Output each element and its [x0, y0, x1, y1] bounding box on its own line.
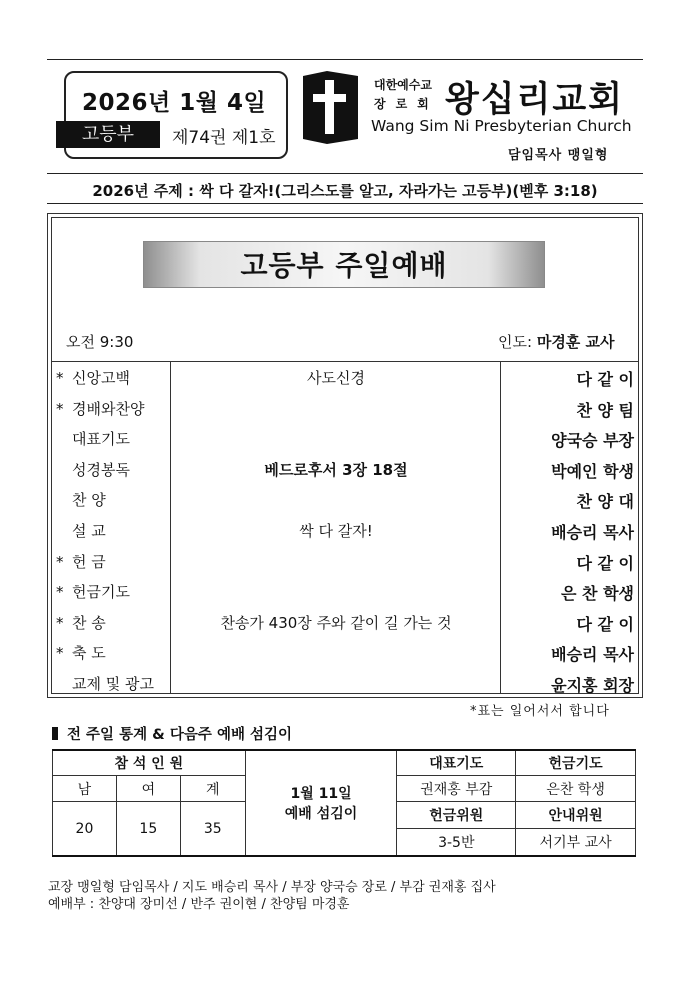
stats-bottom-rule: [52, 855, 636, 857]
order-item-content: 찬송가 430장 주와 같이 길 가는 것: [220, 614, 452, 632]
stats-heading-text: 전 주일 통계 & 다음주 예배 섬김이: [67, 727, 293, 743]
cross-icon: [303, 70, 358, 145]
order-item-leader: 양국승 부장: [551, 431, 634, 450]
order-item-label: [56, 551, 168, 572]
order-item-content: 싹 다 갈자!: [299, 522, 373, 540]
attendance-header: 참 석 인 원: [53, 750, 246, 776]
male-label: 남: [53, 776, 117, 802]
order-item-content: 베드로후서 3장 18절: [264, 461, 408, 479]
order-item-leader: 찬 양 대: [576, 492, 634, 511]
order-item-label: [56, 673, 168, 694]
order-item-label: [56, 581, 168, 602]
order-item-text: 축 도: [72, 644, 106, 662]
next-week-date: 1월 11일: [290, 785, 352, 802]
offering-committee-value: 3-5반: [397, 829, 516, 856]
order-item-text: 경배와찬양: [72, 400, 145, 418]
order-item-label: [56, 459, 168, 480]
order-item-text: 헌 금: [72, 553, 106, 571]
standing-star: *: [56, 369, 64, 387]
top-rule: [47, 59, 643, 60]
order-item-label: [56, 642, 168, 663]
prayer-label: 대표기도: [397, 750, 516, 776]
order-item-label: [56, 428, 168, 449]
order-top-line: [51, 361, 639, 362]
denomination-line2: 장로회: [374, 97, 439, 111]
divider: [47, 203, 643, 204]
stats-table: [52, 749, 636, 856]
order-item-text: 헌금기도: [72, 583, 130, 601]
order-item-leader: 찬 양 팀: [576, 401, 634, 420]
order-item-text: 대표기도: [72, 430, 130, 448]
year-theme: 2026년 주제 : 싹 다 갈자!(그리스도를 알고, 자라가는 고등부)(벧후 3:18): [92, 182, 598, 200]
female-label: 여: [116, 776, 180, 802]
usher-label: 안내위원: [516, 802, 636, 829]
order-item-leader: 박예인 학생: [551, 462, 634, 481]
column-divider: [500, 361, 501, 694]
column-divider: [170, 361, 171, 694]
next-week-cell: [245, 750, 397, 856]
church-name: 왕십리교회: [445, 79, 625, 120]
standing-star: *: [56, 614, 64, 632]
square-bullet-icon: [52, 727, 58, 740]
order-item-label: [56, 398, 168, 419]
staff-line: 교장 맹일형 담임목사 / 지도 배승리 목사 / 부장 양국승 장로 / 부감 권재홍 집사: [48, 880, 496, 895]
volume-number: 제74권 제1호: [172, 128, 276, 148]
total-count: 35: [180, 802, 245, 856]
order-item-text: 성경봉독: [72, 461, 130, 479]
order-item-leader: 윤지홍 회장: [551, 676, 634, 695]
denomination-line1: 대한예수교: [374, 78, 432, 92]
divider: [47, 173, 643, 174]
next-week-label: 예배 섬김이: [284, 805, 358, 822]
standing-star: *: [56, 553, 64, 571]
order-item-text: 신앙고백: [72, 369, 130, 387]
order-item-label: [56, 367, 168, 388]
senior-pastor: 담임목사 맹일형: [508, 148, 609, 163]
standing-star: *: [56, 583, 64, 601]
order-item-text: 찬 양: [72, 491, 106, 509]
standing-note: *표는 일어서서 합니다: [470, 704, 610, 719]
service-leader: [498, 331, 615, 352]
order-item-text: 설 교: [72, 522, 106, 540]
order-item-leader: 다 같 이: [576, 554, 634, 573]
order-item-leader: 배승리 목사: [551, 523, 634, 542]
leader-name: 마경훈 교사: [536, 333, 615, 351]
stats-top-rule: [52, 749, 636, 751]
standing-star: *: [56, 644, 64, 662]
service-time: 오전 9:30: [66, 333, 134, 351]
church-name-english: Wang Sim Ni Presbyterian Church: [371, 117, 632, 135]
order-item-label: [56, 489, 168, 510]
offering-prayer-name: 은찬 학생: [516, 776, 636, 802]
order-item-leader: 다 같 이: [576, 615, 634, 634]
offering-prayer-label: 헌금기도: [516, 750, 636, 776]
order-item-leader: 다 같 이: [576, 370, 634, 389]
order-item-label: [56, 612, 168, 633]
order-item-leader: 은 찬 학생: [561, 584, 634, 603]
department-tag: 고등부: [56, 121, 160, 148]
female-count: 15: [116, 802, 180, 856]
standing-star: *: [56, 400, 64, 418]
order-item-leader: 배승리 목사: [551, 645, 634, 664]
order-item-content: 사도신경: [307, 369, 365, 387]
order-item-text: 교제 및 광고: [72, 675, 154, 693]
leader-label: 인도:: [498, 333, 533, 351]
bulletin-date: 2026년 1월 4일: [82, 90, 267, 116]
service-title: 고등부 주일예배: [143, 241, 545, 288]
male-count: 20: [53, 802, 117, 856]
prayer-name: 권재홍 부감: [397, 776, 516, 802]
total-label: 계: [180, 776, 245, 802]
worship-team-line: 예배부 : 찬양대 장미선 / 반주 권이현 / 찬양팀 마경훈: [48, 897, 350, 912]
usher-name: 서기부 교사: [516, 829, 636, 856]
order-item-text: 찬 송: [72, 614, 106, 632]
stats-heading: [52, 723, 292, 744]
offering-committee-label: 헌금위원: [397, 802, 516, 829]
order-item-label: [56, 520, 168, 541]
